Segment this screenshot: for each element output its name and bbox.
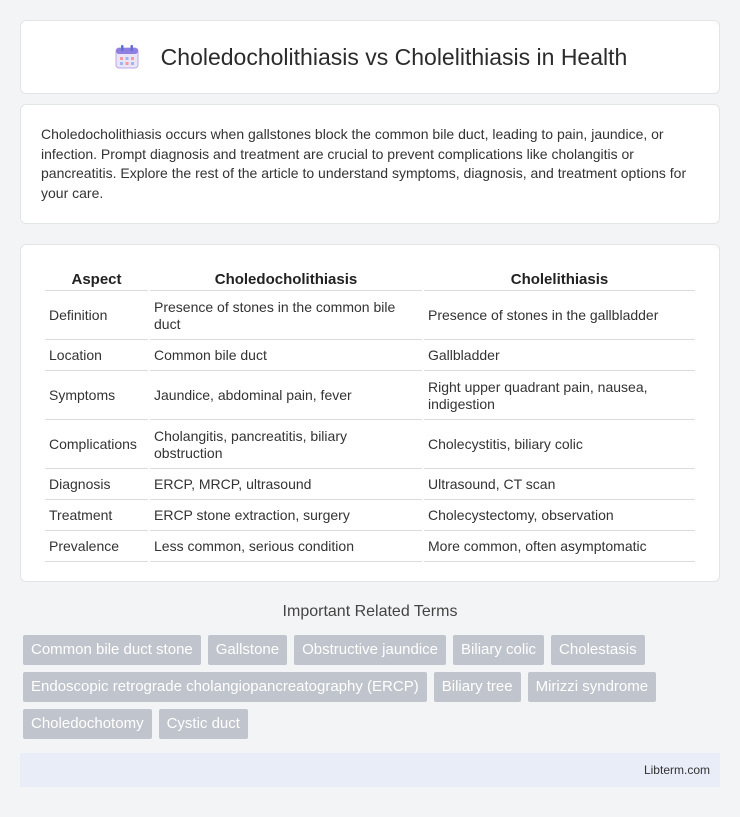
header-aspect: Aspect: [45, 267, 148, 291]
header-cholelithiasis: Cholelithiasis: [424, 267, 695, 291]
table-row: [45, 293, 695, 340]
row-choledocholithiasis: Common bile duct: [150, 342, 422, 371]
row-choledocholithiasis: Less common, serious condition: [150, 533, 422, 562]
table-row: [45, 422, 695, 469]
row-cholelithiasis: Presence of stones in the gallbladder: [424, 293, 695, 340]
row-cholelithiasis: More common, often asymptomatic: [424, 533, 695, 562]
related-tag[interactable]: Mirizzi syndrome: [528, 672, 657, 702]
row-aspect: Complications: [45, 422, 148, 469]
row-aspect: Definition: [45, 293, 148, 340]
table-row: [45, 373, 695, 420]
row-cholelithiasis: Right upper quadrant pain, nausea, indigestion: [424, 373, 695, 420]
page-footer: [20, 753, 720, 787]
row-cholelithiasis: Cholecystitis, biliary colic: [424, 422, 695, 469]
row-choledocholithiasis: ERCP stone extraction, surgery: [150, 502, 422, 531]
table-header-row: [45, 267, 695, 291]
calendar-icon: [113, 43, 141, 71]
row-cholelithiasis: Cholecystectomy, observation: [424, 502, 695, 531]
related-tag[interactable]: Endoscopic retrograde cholangiopancreatography (ERCP): [23, 672, 427, 702]
related-tag[interactable]: Cholestasis: [551, 635, 645, 665]
related-tag[interactable]: Obstructive jaundice: [294, 635, 446, 665]
intro-text: Choledocholithiasis occurs when gallstones block the common bile duct, leading to pain, jaundice, or infection. Prompt diagnosis and treatment are crucial to prevent complications like cholangitis or pancreatitis. Explore the rest of the article to understand symptoms, diagnosis, and treatment options for your care.: [41, 126, 687, 201]
header-choledocholithiasis: Choledocholithiasis: [150, 267, 422, 291]
table-row: [45, 533, 695, 562]
intro-section: [20, 104, 720, 224]
row-choledocholithiasis: Cholangitis, pancreatitis, biliary obstruction: [150, 422, 422, 469]
comparison-table-card: [20, 244, 720, 582]
related-tag[interactable]: Choledochotomy: [23, 709, 152, 739]
related-tag[interactable]: Biliary tree: [434, 672, 521, 702]
row-aspect: Symptoms: [45, 373, 148, 420]
related-terms-title: Important Related Terms: [282, 603, 458, 620]
related-tag[interactable]: Biliary colic: [453, 635, 544, 665]
row-choledocholithiasis: Jaundice, abdominal pain, fever: [150, 373, 422, 420]
footer-brand-link[interactable]: Libterm.com: [643, 763, 710, 777]
related-tag[interactable]: Common bile duct stone: [23, 635, 201, 665]
row-cholelithiasis: Gallbladder: [424, 342, 695, 371]
related-tag[interactable]: Cystic duct: [159, 709, 248, 739]
table-row: [45, 471, 695, 500]
row-aspect: Diagnosis: [45, 471, 148, 500]
row-aspect: Treatment: [45, 502, 148, 531]
table-row: [45, 502, 695, 531]
row-aspect: Location: [45, 342, 148, 371]
row-choledocholithiasis: ERCP, MRCP, ultrasound: [150, 471, 422, 500]
row-cholelithiasis: Ultrasound, CT scan: [424, 471, 695, 500]
related-tag[interactable]: Gallstone: [208, 635, 287, 665]
page-header: [20, 20, 720, 94]
page-title: Choledocholithiasis vs Cholelithiasis in Health: [160, 43, 628, 70]
table-row: [45, 342, 695, 371]
related-terms-list: [23, 635, 723, 746]
row-choledocholithiasis: Presence of stones in the common bile duct: [150, 293, 422, 340]
comparison-table: [43, 265, 697, 564]
row-aspect: Prevalence: [45, 533, 148, 562]
